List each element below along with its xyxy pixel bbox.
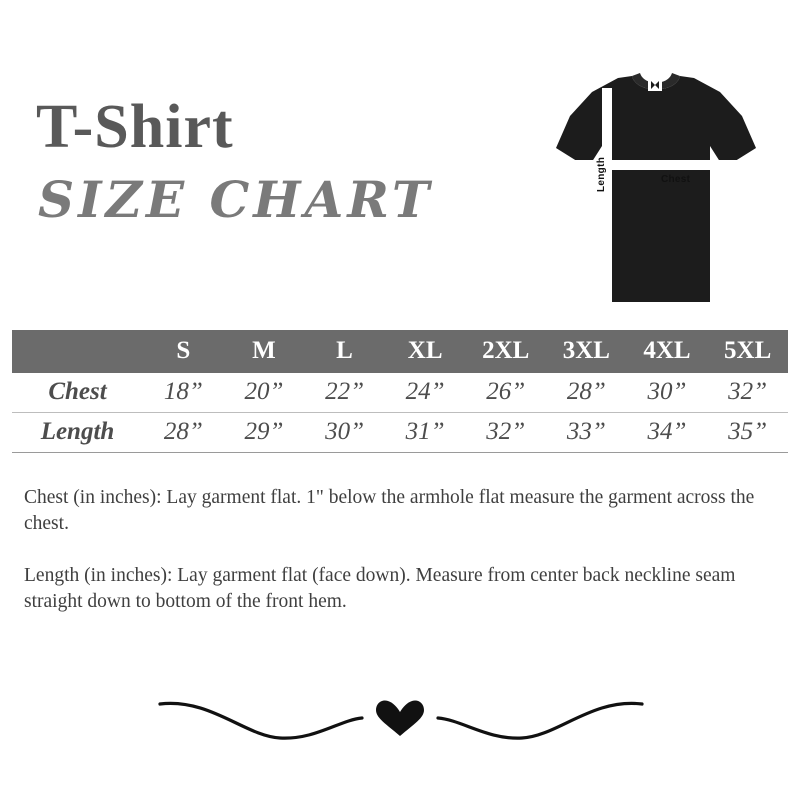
tshirt-icon <box>540 64 770 314</box>
size-chart-table <box>12 330 788 453</box>
chest-l: 22” <box>304 373 385 413</box>
row-label-length: Length <box>12 413 143 453</box>
length-s: 28” <box>143 413 224 453</box>
chest-4xl: 30” <box>627 373 708 413</box>
size-header-3xl: 3XL <box>562 337 610 364</box>
table-corner-cell <box>12 330 143 373</box>
measurement-notes <box>24 485 764 641</box>
table-row <box>12 373 788 413</box>
size-header-4xl: 4XL <box>643 337 691 364</box>
page-title: T-Shirt <box>36 93 234 161</box>
chest-m: 20” <box>224 373 305 413</box>
length-measure-label: Length <box>596 156 607 192</box>
note-length: Length (in inches): Lay garment flat (face down). Measure from center back neckline seam straight down to bottom of the front hem. <box>24 564 736 612</box>
chest-s: 18” <box>143 373 224 413</box>
size-header-s: S <box>176 337 191 364</box>
length-3xl: 33” <box>546 413 627 453</box>
length-m: 29” <box>224 413 305 453</box>
page-subtitle: SIZE CHART <box>38 170 434 229</box>
size-header-m: M <box>252 337 276 364</box>
size-header-5xl: 5XL <box>724 337 772 364</box>
table-row <box>12 413 788 453</box>
table-body <box>12 373 788 453</box>
length-2xl: 32” <box>465 413 546 453</box>
size-header-xl: XL <box>407 337 443 364</box>
length-5xl: 35” <box>707 413 788 453</box>
note-chest: Chest (in inches): Lay garment flat. 1" below the armhole flat measure the garment across the chest. <box>24 487 755 534</box>
table-header <box>12 330 788 373</box>
size-table-wrap <box>12 330 788 453</box>
size-header-2xl: 2XL <box>482 337 530 364</box>
row-label-chest: Chest <box>12 373 143 413</box>
chest-5xl: 32” <box>707 373 788 413</box>
chest-3xl: 28” <box>546 373 627 413</box>
chest-measure-label: Chest <box>661 174 691 185</box>
tshirt-illustration <box>540 64 770 314</box>
length-4xl: 34” <box>627 413 708 453</box>
title-block <box>36 93 536 229</box>
heart-swash-icon <box>150 690 650 760</box>
length-xl: 31” <box>385 413 466 453</box>
size-header-l: L <box>336 337 353 364</box>
chest-xl: 24” <box>385 373 466 413</box>
chest-2xl: 26” <box>465 373 546 413</box>
length-l: 30” <box>304 413 385 453</box>
table-header-row <box>12 330 788 373</box>
decorative-flourish <box>150 690 650 760</box>
